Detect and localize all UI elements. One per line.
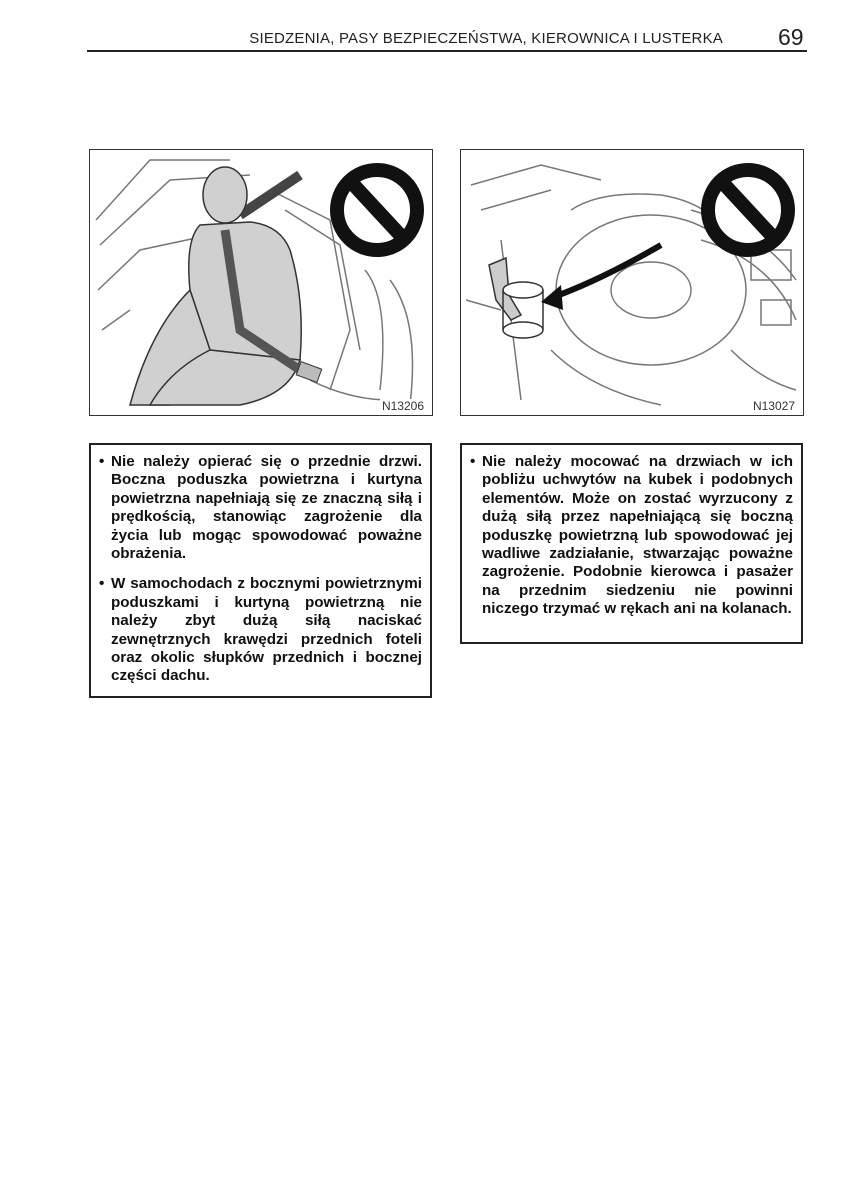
warning-item — [99, 453, 422, 563]
bullet-mark: • — [99, 453, 105, 470]
warning-box-right — [460, 443, 803, 644]
figure-code: N13027 — [752, 399, 795, 413]
warning-text: Nie należy mocować na drzwiach w ich pobliżu uchwytów na kubek i podobnych elementów. Może on zostać wyrzucony z dużą siłą przez napełniającą się boczną poduszkę powietrzną lub spowodować jej wadliwe zadziałanie, stwarzając poważne zagrożenie. Podobnie kierowca i pasażer na przednim siedzeniu nie powinni niczego trzymać w rękach ani na kolanach. — [482, 453, 793, 618]
warning-item — [99, 575, 422, 685]
cup-holder-illustration — [461, 150, 803, 415]
figure-cup-holder — [460, 149, 804, 416]
header-divider — [87, 50, 807, 52]
figure-seat-leaning — [89, 149, 433, 416]
bullet-mark: • — [99, 575, 105, 593]
prohibited-icon — [337, 170, 417, 250]
section-title: SIEDZENIA, PASY BEZPIECZEŃSTWA, KIEROWNICA I LUSTERKA — [249, 30, 723, 47]
seat-illustration — [90, 150, 432, 415]
prohibited-icon — [708, 170, 788, 250]
page-number: 69 — [778, 24, 804, 50]
warning-item — [470, 453, 793, 619]
figure-code: N13206 — [381, 399, 424, 413]
warning-text: Nie należy opierać się o przednie drzwi. Boczna poduszka powietrzna i kurtyna powietrzna napełniają się ze znaczną siłą i prędkością, stanowiąc zagrożenie dla życia lub mogąc spowodować poważne obrażenia. — [111, 453, 422, 563]
bullet-mark: • — [470, 453, 476, 470]
warning-box-left — [89, 443, 432, 698]
warning-text: W samochodach z bocznymi powietrznymi poduszkami i kurtyną powietrzną nie należy zbyt dużą siłą naciskać zewnętrznych krawędzi przednich foteli oraz okolic słupków przednich i bocznej części dachu. — [111, 575, 422, 685]
